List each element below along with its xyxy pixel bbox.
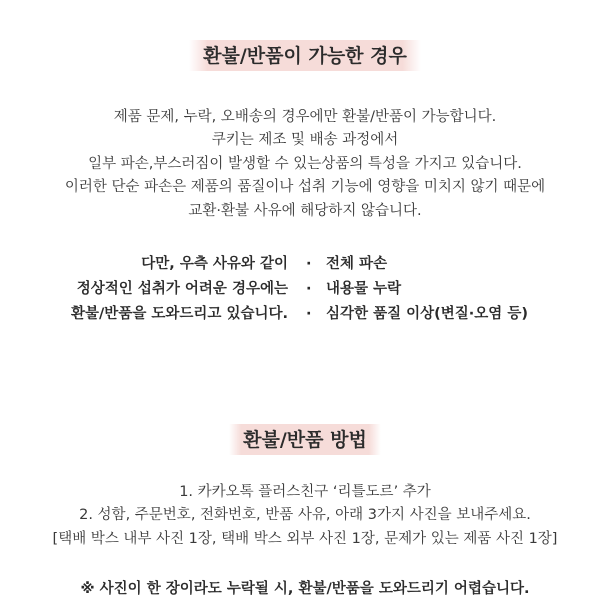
exception-list-item — [306, 252, 528, 277]
refund-notice: ※ 사진이 한 장이라도 누락될 시, 환불/반품을 도와드리기 어렵습니다. — [80, 581, 530, 597]
intro-line: 교환·환불 사유에 해당하지 않습니다. — [188, 202, 422, 219]
intro-line: 제품 문제, 누락, 오배송의 경우에만 환불/반품이 가능합니다. — [113, 109, 497, 125]
intro-line: 쿠키는 제조 및 배송 과정에서 — [211, 132, 399, 149]
method-step: 1. 카카오톡 플러스친구 ‘리틀도르’ 추가 — [179, 484, 431, 500]
intro-line: 이러한 단순 파손은 제품의 품질이나 섭취 기능에 영향을 미치지 않기 때문에 — [64, 179, 546, 196]
method-step: 2. 성함, 주문번호, 전화번호, 반품 사유, 아래 3가지 사진을 보내주세요. — [79, 507, 531, 524]
refund-conditions-title-text: 환불/반품이 가능한 경우 — [189, 40, 421, 71]
bullet-dot-icon: · — [306, 256, 312, 272]
method-step: [택배 박스 내부 사진 1장, 택배 박스 외부 사진 1장, 문제가 있는 제품 사진 1장] — [52, 530, 558, 547]
refund-intro-paragraph — [0, 106, 610, 223]
exception-list — [306, 252, 528, 327]
intro-line: 일부 파손,부스러짐이 발생할 수 있는상품의 특성을 가지고 있습니다. — [88, 155, 522, 172]
refund-method-title-text: 환불/반품 방법 — [229, 424, 381, 455]
exception-explanation — [71, 252, 288, 327]
refund-conditions-title — [0, 40, 610, 71]
exception-item-label: 내용물 누락 — [326, 281, 402, 297]
refund-method-title — [0, 424, 610, 455]
exception-item-label: 심각한 품질 이상(변질·오염 등) — [326, 306, 528, 322]
bullet-dot-icon: · — [306, 281, 312, 297]
refund-exceptions-block — [0, 252, 610, 332]
exception-line: 다만, 우측 사유와 같이 — [141, 256, 288, 272]
exception-item-label: 전체 파손 — [326, 256, 388, 272]
exception-list-item — [306, 302, 528, 327]
exception-line: 환불/반품을 도와드리고 있습니다. — [71, 306, 288, 322]
refund-method-steps — [0, 481, 610, 551]
bullet-dot-icon: · — [306, 306, 312, 322]
exception-list-item — [306, 277, 528, 302]
exception-line: 정상적인 섭취가 어려운 경우에는 — [76, 281, 288, 297]
